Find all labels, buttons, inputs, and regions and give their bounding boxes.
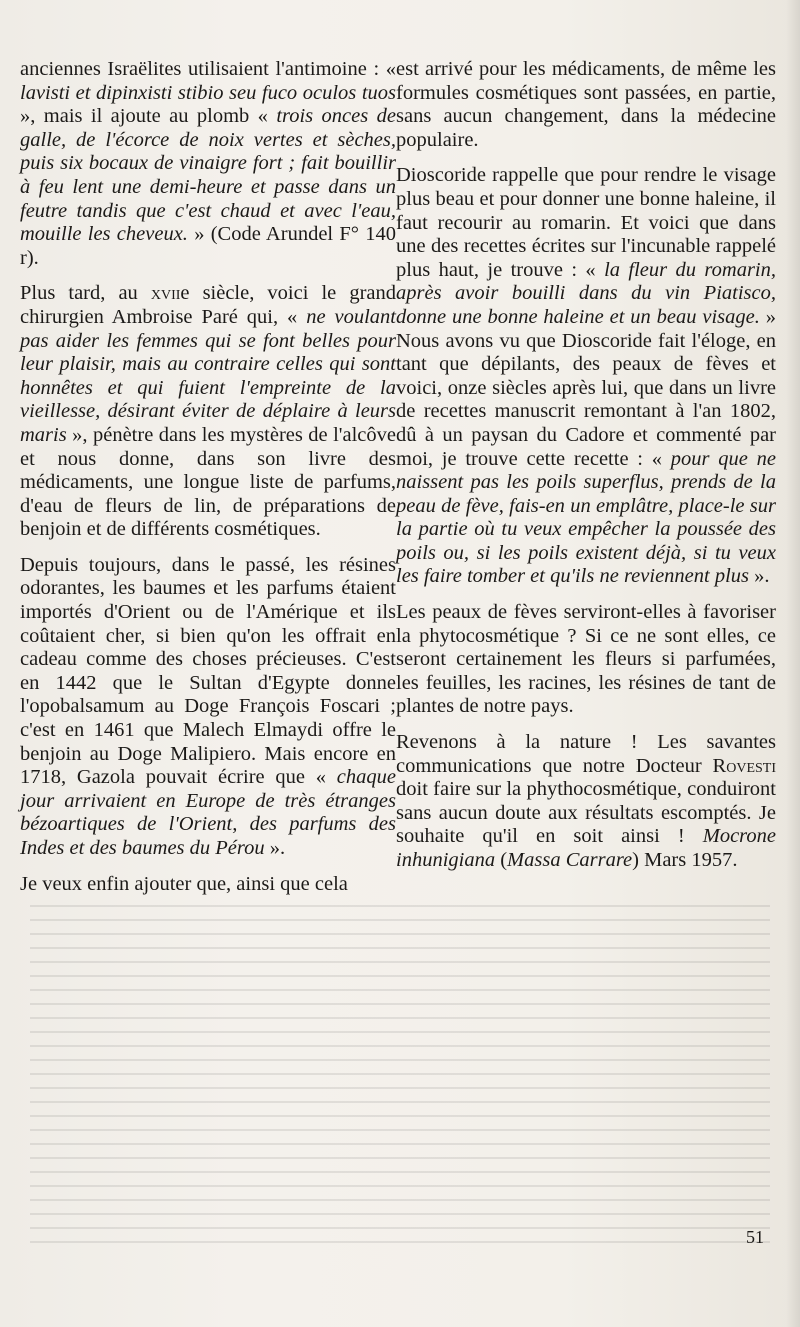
- text-run: Plus tard, au: [20, 282, 151, 305]
- text-run: ».: [264, 837, 286, 859]
- italic-quote: ne voulant pas aider les femmes qui se font belles pour leur plaisir, mais au contraire celles qui sont honnêtes et qui fuient l'empreinte de la vieillesse, désirant éviter de déplaire à leurs maris: [20, 305, 397, 446]
- paragraph: [20, 282, 396, 542]
- page-edge-shadow: [786, 0, 800, 1327]
- show-through-text: [30, 905, 770, 1250]
- italic-quote: Mocrone inhunigiana: [396, 825, 776, 871]
- text-run: Dioscoride rappelle que pour rendre le visage plus beau et pour donner une bonne haleine, il faut recourir au romarin. Et voici que dans une des recettes écrites sur l'incunable rappelé plus haut, je trouve : «: [396, 164, 776, 281]
- text-run: ) Mars 1957.: [632, 849, 738, 871]
- italic-quote: chaque jour arrivaient en Europe de très étranges bézoartiques de l'Orient, des parfums des Indes et des baumes du Pérou: [20, 766, 396, 859]
- text-run: Depuis toujours, dans le passé, les résines odorantes, les baumes et les parfums étaient importés d'Orient ou de l'Amérique et ils coûtaient cher, si bien qu'on les offrait en cadeau comme des choses précieuses. C'est en 1442 que le Sultan d'Egypte donne l'opobalsamum au Doge François Foscari ; c'est en 1461 que Malech Elmaydi offre le benjoin au Doge Malipiero. Mais encore en 1718, Gazola pouvait écrire que «: [20, 553, 396, 789]
- text-run: Revenons à la nature ! Les savantes communications que notre Docteur: [396, 731, 776, 777]
- text-run: Les peaux de fèves serviront-elles à favoriser la phytocosmétique ? Si ce ne sont elles, ce seront certainement les fleurs si parfumées, les feuilles, les racines, les résines de tant de plantes de notre pays.: [396, 601, 776, 718]
- text-run: » (Code Arundel F° 140 r).: [20, 223, 396, 269]
- italic-quote: trois onces de galle, de l'écorce de noix vertes et sèches, puis six bocaux de vinaigre fort ; fait bouillir à feu lent une demi-heure et passe dans un feutre tandis que c'est chaud et avec l'eau, mouille les cheveux.: [20, 105, 396, 246]
- paragraph: [20, 58, 396, 270]
- text-run: est arrivé pour les médicaments, de même les formules cosmétiques sont passées, en partie, sans aucun changement, dans la médecine populaire.: [396, 58, 776, 151]
- paragraph: [20, 873, 396, 897]
- text-run: doit faire sur la phythocosmétique, conduiront sans aucun doute aux résultats escomptés. Je souhaite qu'il en soit ainsi !: [396, 778, 776, 848]
- paragraph: [396, 601, 776, 719]
- text-run: anciennes Israëlites utilisaient l'antimoine : «: [20, 58, 396, 80]
- italic-quote: lavisti et dipinxisti stibio seu fuco oculos tuos: [20, 81, 396, 104]
- text-run: », mais il ajoute au plomb «: [20, 105, 277, 128]
- left-column: [20, 58, 396, 908]
- right-column: [396, 58, 776, 885]
- text-run: ».: [749, 565, 770, 588]
- paragraph: [20, 554, 396, 861]
- italic-quote: la fleur du romarin, après avoir bouilli dans du vin Piatisco, donne une bonne haleine et un beau visage.: [396, 258, 776, 328]
- text-run: e siècle, voici le grand chirurgien Ambroise Paré qui, «: [20, 282, 396, 328]
- paragraph: [396, 58, 776, 152]
- text-run: (: [495, 849, 508, 871]
- paragraph: [396, 164, 776, 589]
- text-run: Je veux enfin ajouter que, ainsi que cela: [20, 872, 348, 895]
- text-run: », pénètre dans les mystères de l'alcôve et nous donne, dans son livre des médicaments, une longue liste de parfums, d'eau de fleurs de lin, de préparations de benjoin et de différents cosmétiques.: [20, 423, 396, 541]
- text-run: » Nous avons vu que Dioscoride fait l'éloge, en tant que dépilants, des peaux de fèves et voici, onze siècles après lui, que dans un livre de recettes manuscrit remontant à l'an 1802, dû à un paysan du Cadore et commenté par moi, je trouve cette recette : «: [396, 305, 776, 470]
- italic-quote: pour que ne naissent pas les poils superflus, prends de la peau de fève, fais-en un emplâtre, place-le sur la partie où tu veux empêcher la poussée des poils ou, si les poils existent déjà, si tu veux les faire tomber et qu'ils ne reviennent plus: [396, 447, 776, 588]
- small-caps-text: Rovesti: [712, 754, 776, 777]
- italic-quote: Massa Carrare: [507, 849, 633, 871]
- small-caps-text: xvii: [150, 282, 181, 305]
- page-number: 51: [746, 1227, 764, 1247]
- paragraph: [396, 731, 776, 873]
